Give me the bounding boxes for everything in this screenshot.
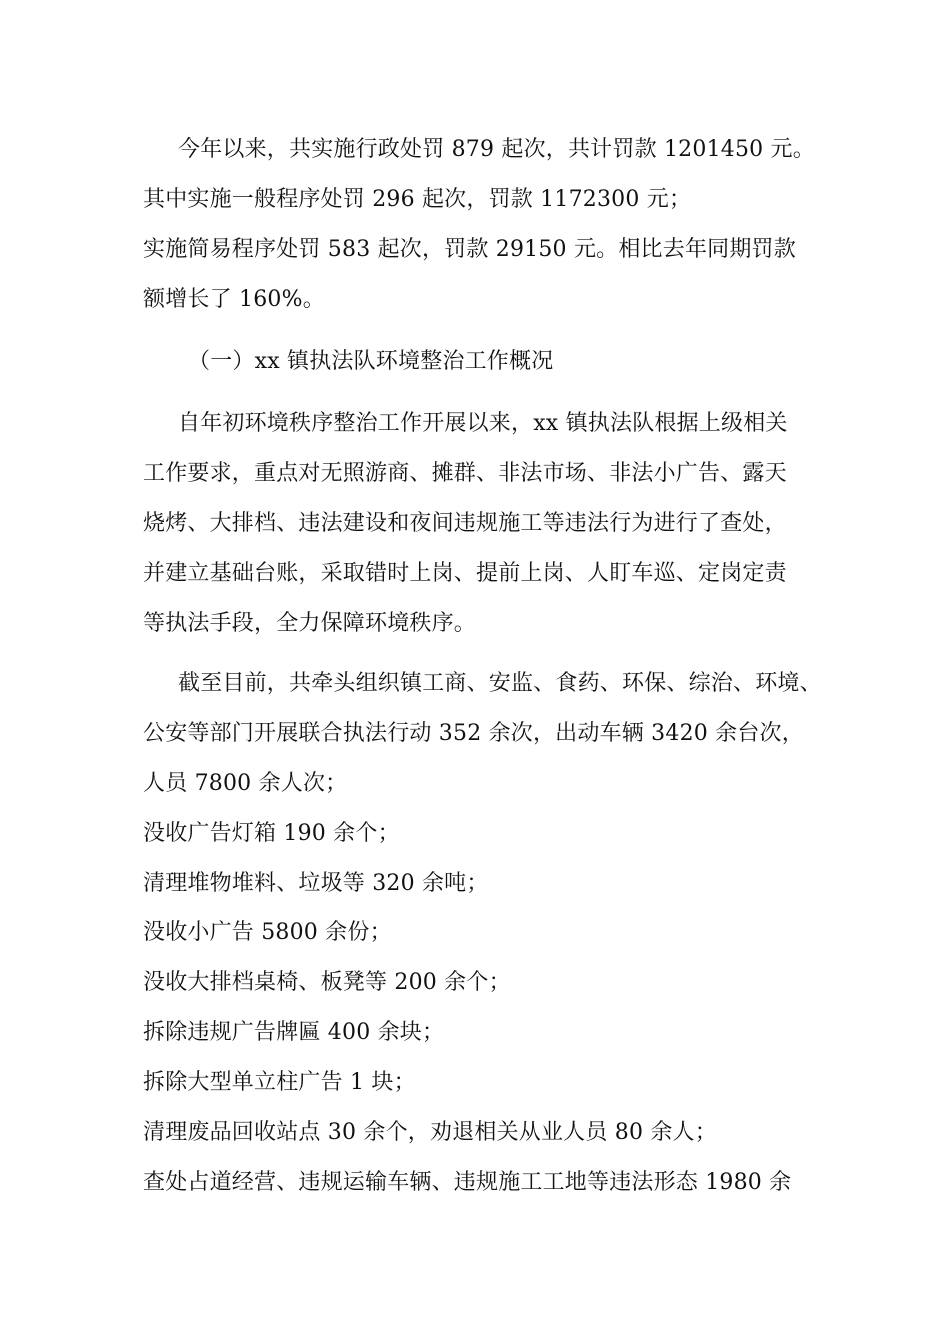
list-line-3: 没收小广告 5800 余份； xyxy=(143,920,392,945)
paragraph-line-3: 实施简易程序处罚 583 起次，罚款 29150 元。相比去年同期罚款 xyxy=(143,237,796,262)
section-heading: （一）xx 镇执法队环境整治工作概况 xyxy=(188,349,554,374)
list-line-1: 没收广告灯箱 190 余个； xyxy=(143,821,400,846)
paragraph-line-8: 并建立基础台账，采取错时上岗、提前上岗、人盯车巡、定岗定责 xyxy=(143,561,787,586)
list-line-7: 清理废品回收站点 30 余个，劝退相关从业人员 80 余人； xyxy=(143,1120,717,1145)
paragraph-line-10: 截至目前，共牵头组织镇工商、安监、食药、环保、综治、环境、 xyxy=(178,671,822,696)
paragraph-line-7: 烧烤、大排档、违法建设和夜间违规施工等违法行为进行了查处， xyxy=(143,511,787,536)
paragraph-line-5: 自年初环境秩序整治工作开展以来，xx 镇执法队根据上级相关 xyxy=(178,411,788,436)
list-line-2: 清理堆物堆料、垃圾等 320 余吨； xyxy=(143,871,489,896)
paragraph-line-12: 人员 7800 余人次； xyxy=(143,771,348,796)
paragraph-line-4: 额增长了 160%。 xyxy=(143,287,325,312)
paragraph-line-9: 等执法手段，全力保障环境秩序。 xyxy=(143,611,477,636)
paragraph-line-1: 今年以来，共实施行政处罚 879 起次，共计罚款 1201450 元。 xyxy=(178,137,815,162)
list-line-4: 没收大排档桌椅、板凳等 200 余个； xyxy=(143,970,511,995)
list-line-6: 拆除大型单立柱广告 1 块； xyxy=(143,1070,416,1095)
paragraph-line-11: 公安等部门开展联合执法行动 352 余次，出动车辆 3420 余台次， xyxy=(143,721,804,746)
list-line-5: 拆除违规广告牌匾 400 余块； xyxy=(143,1020,445,1045)
paragraph-line-6: 工作要求，重点对无照游商、摊群、非法市场、非法小广告、露天 xyxy=(143,461,787,486)
paragraph-line-2: 其中实施一般程序处罚 296 起次，罚款 1172300 元； xyxy=(143,187,692,212)
list-line-8: 查处占道经营、违规运输车辆、违规施工工地等违法形态 1980 余 xyxy=(143,1170,792,1195)
